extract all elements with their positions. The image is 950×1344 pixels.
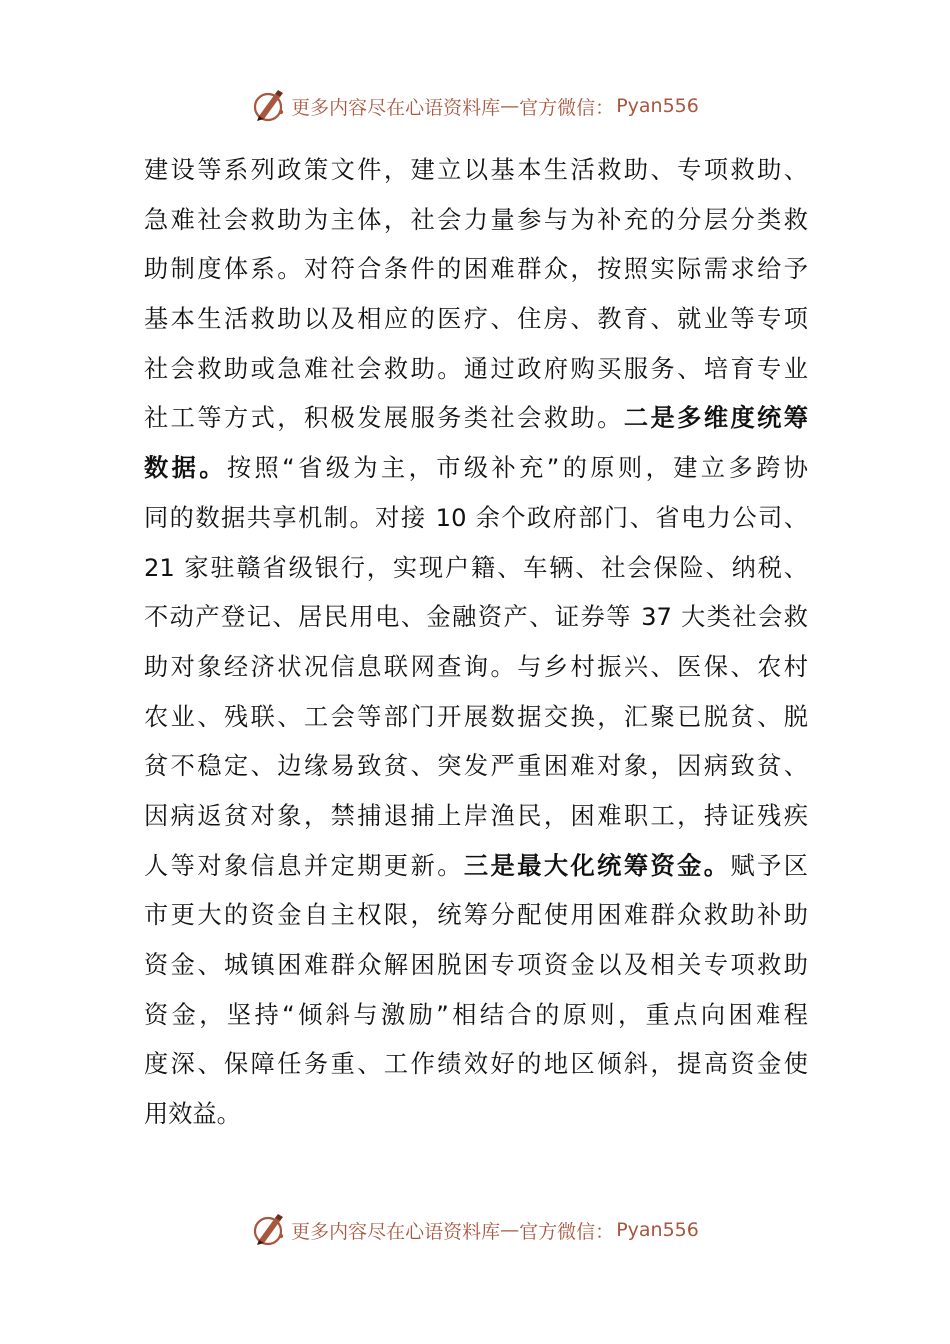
banner-wechat-label: 官方微信： xyxy=(519,1220,615,1243)
text-run: 社工等方式，积极发展服务类社会救助。 xyxy=(144,404,624,433)
text-line xyxy=(144,146,808,196)
text-line xyxy=(144,792,808,842)
document-body xyxy=(144,146,808,1140)
text-line xyxy=(144,295,808,345)
pen-circle-logo-icon xyxy=(251,88,287,124)
bold-heading-run: 三是最大化统筹资金。 xyxy=(463,851,731,880)
text-line xyxy=(144,1090,808,1140)
text-line xyxy=(144,394,808,444)
text-run: 助制度体系。对符合条件的困难群众，按照实际需求给予 xyxy=(144,255,808,284)
banner-brand-text: 更多内容尽在心语资料库 xyxy=(291,1220,501,1243)
text-run: 同的数据共享机制。对接 10 余个政府部门、省电力公司、 xyxy=(144,503,808,532)
text-line xyxy=(144,693,808,743)
text-line xyxy=(144,494,808,544)
text-line xyxy=(144,593,808,643)
text-run: 建设等系列政策文件，建立以基本生活救助、专项救助、 xyxy=(144,156,808,184)
text-line xyxy=(144,196,808,246)
banner-wechat-id: Pyan556 xyxy=(616,95,699,117)
text-line xyxy=(144,842,808,892)
bold-heading-run: 数据。 xyxy=(144,454,227,483)
text-line xyxy=(144,444,808,494)
text-run: 用效益。 xyxy=(144,1100,241,1129)
text-run: 不动产登记、居民用电、金融资产、证券等 37 大类社会救 xyxy=(144,603,808,632)
banner-dash: — xyxy=(500,1219,520,1241)
text-run: 急难社会救助为主体，社会力量参与为补充的分层分类救 xyxy=(144,205,808,234)
text-run: 市更大的资金自主权限，统筹分配使用困难群众救助补助 xyxy=(144,901,808,930)
text-run: 人等对象信息并定期更新。 xyxy=(144,851,464,880)
text-run: 基本生活救助以及相应的医疗、住房、教育、就业等专项 xyxy=(144,305,808,334)
text-run: 按照“省级为主，市级补充”的原则，建立多跨协 xyxy=(226,454,808,483)
footer-watermark-banner xyxy=(0,1208,950,1252)
text-run: 资金，坚持“倾斜与激励”相结合的原则，重点向困难程 xyxy=(144,1000,808,1029)
text-run: 贫不稳定、边缘易致贫、突发严重困难对象，因病致贫、 xyxy=(144,752,808,781)
text-run: 农业、残联、工会等部门开展数据交换，汇聚已脱贫、脱 xyxy=(144,702,808,731)
bold-heading-run: 二是多维度统筹 xyxy=(623,404,808,433)
text-run: 因病返贫对象，禁捕退捕上岸渔民，困难职工，持证残疾 xyxy=(144,801,808,830)
text-run: 度深、保障任务重、工作绩效好的地区倾斜，提高资金使 xyxy=(144,1050,808,1079)
banner-dash: — xyxy=(500,95,520,117)
text-line xyxy=(144,643,808,693)
text-run: 21 家驻赣省级银行，实现户籍、车辆、社会保险、纳税、 xyxy=(144,553,808,582)
text-line xyxy=(144,544,808,594)
header-watermark-banner xyxy=(0,84,950,128)
text-line xyxy=(144,991,808,1041)
text-line xyxy=(144,1040,808,1090)
banner-wechat-label: 官方微信： xyxy=(519,96,615,119)
banner-wechat-id: Pyan556 xyxy=(616,1219,699,1241)
text-run: 社会救助或急难社会救助。通过政府购买服务、培育专业 xyxy=(144,354,808,383)
text-line xyxy=(144,245,808,295)
text-run: 助对象经济状况信息联网查询。与乡村振兴、医保、农村 xyxy=(144,652,808,681)
text-line xyxy=(144,345,808,395)
text-run: 赋予区 xyxy=(730,851,808,880)
text-line xyxy=(144,891,808,941)
pen-circle-logo-icon xyxy=(251,1212,287,1248)
text-run: 资金、城镇困难群众解困脱困专项资金以及相关专项救助 xyxy=(144,951,808,979)
text-line xyxy=(144,941,808,991)
banner-brand-text: 更多内容尽在心语资料库 xyxy=(291,96,501,119)
text-line xyxy=(144,742,808,792)
